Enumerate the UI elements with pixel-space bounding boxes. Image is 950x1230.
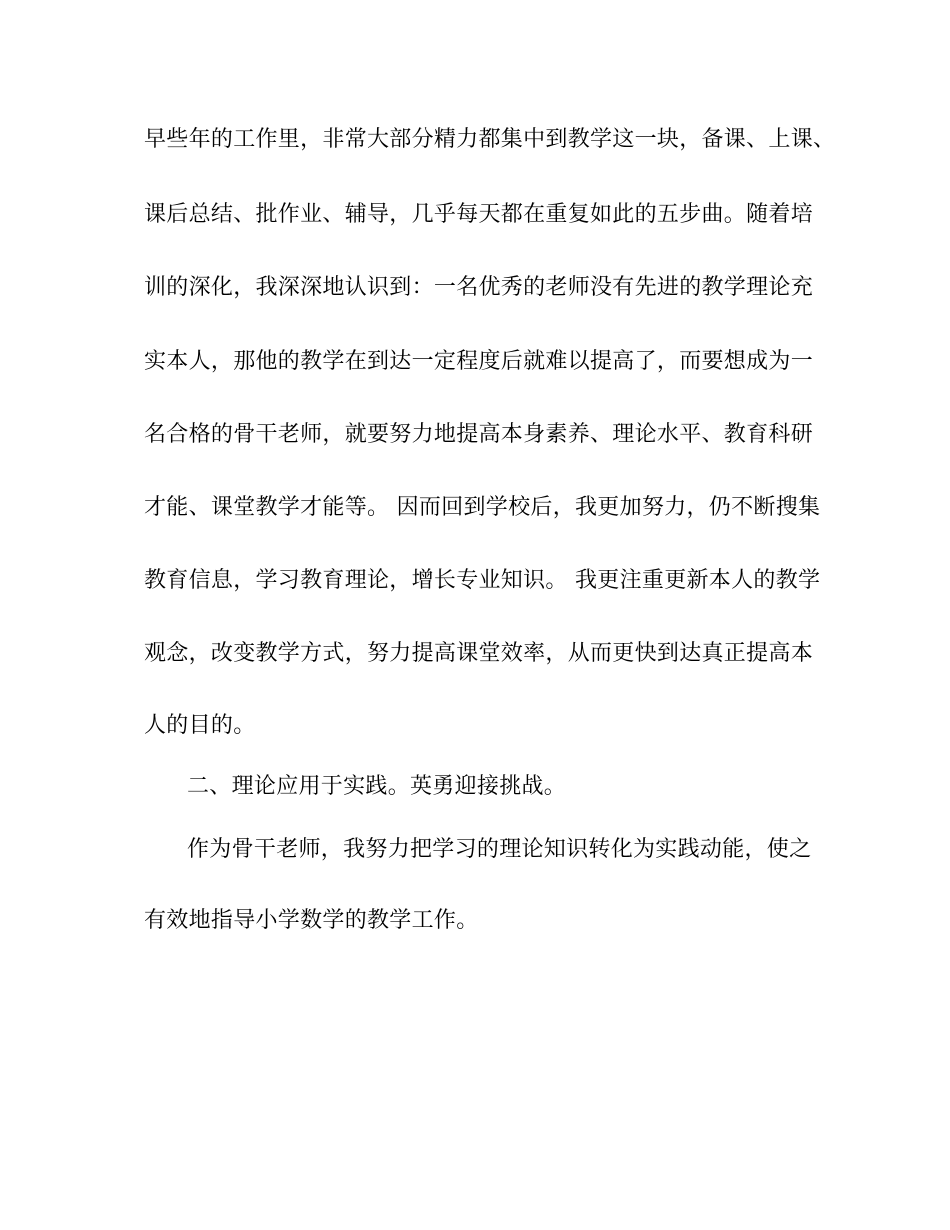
paragraph-line: 观念，改变教学方式，努力提高课堂效率，从而更快到达真正提高本 [144,641,814,666]
paragraph-line: 训的深化，我深深地认识到：一名优秀的老师没有先进的教学理论充 [144,275,814,300]
paragraph-line: 才能、课堂教学才能等。 因而回到学校后，我更加努力，仍不断搜集 [144,495,821,520]
section-heading: 二、理论应用于实践。英勇迎接挑战。 [187,774,567,799]
paragraph-line: 早些年的工作里，非常大部分精力都集中到教学这一块，备课、上课、 [144,127,836,152]
paragraph-line: 人的目的。 [144,713,256,738]
paragraph-line: 实本人，那他的教学在到达一定程度后就难以提高了，而要想成为一 [144,349,814,374]
paragraph-line: 教育信息，学习教育理论，增长专业知识。 我更注重更新本人的教学 [144,568,821,593]
paragraph-line: 作为骨干老师，我努力把学习的理论知识转化为实践动能，使之 [187,837,812,862]
paragraph-line: 课后总结、批作业、辅导，几乎每天都在重复如此的五步曲。随着培 [144,202,814,227]
paragraph-line: 名合格的骨干老师，就要努力地提高本身素养、理论水平、教育科研 [144,422,814,447]
paragraph-line: 有效地指导小学数学的教学工作。 [144,908,479,933]
